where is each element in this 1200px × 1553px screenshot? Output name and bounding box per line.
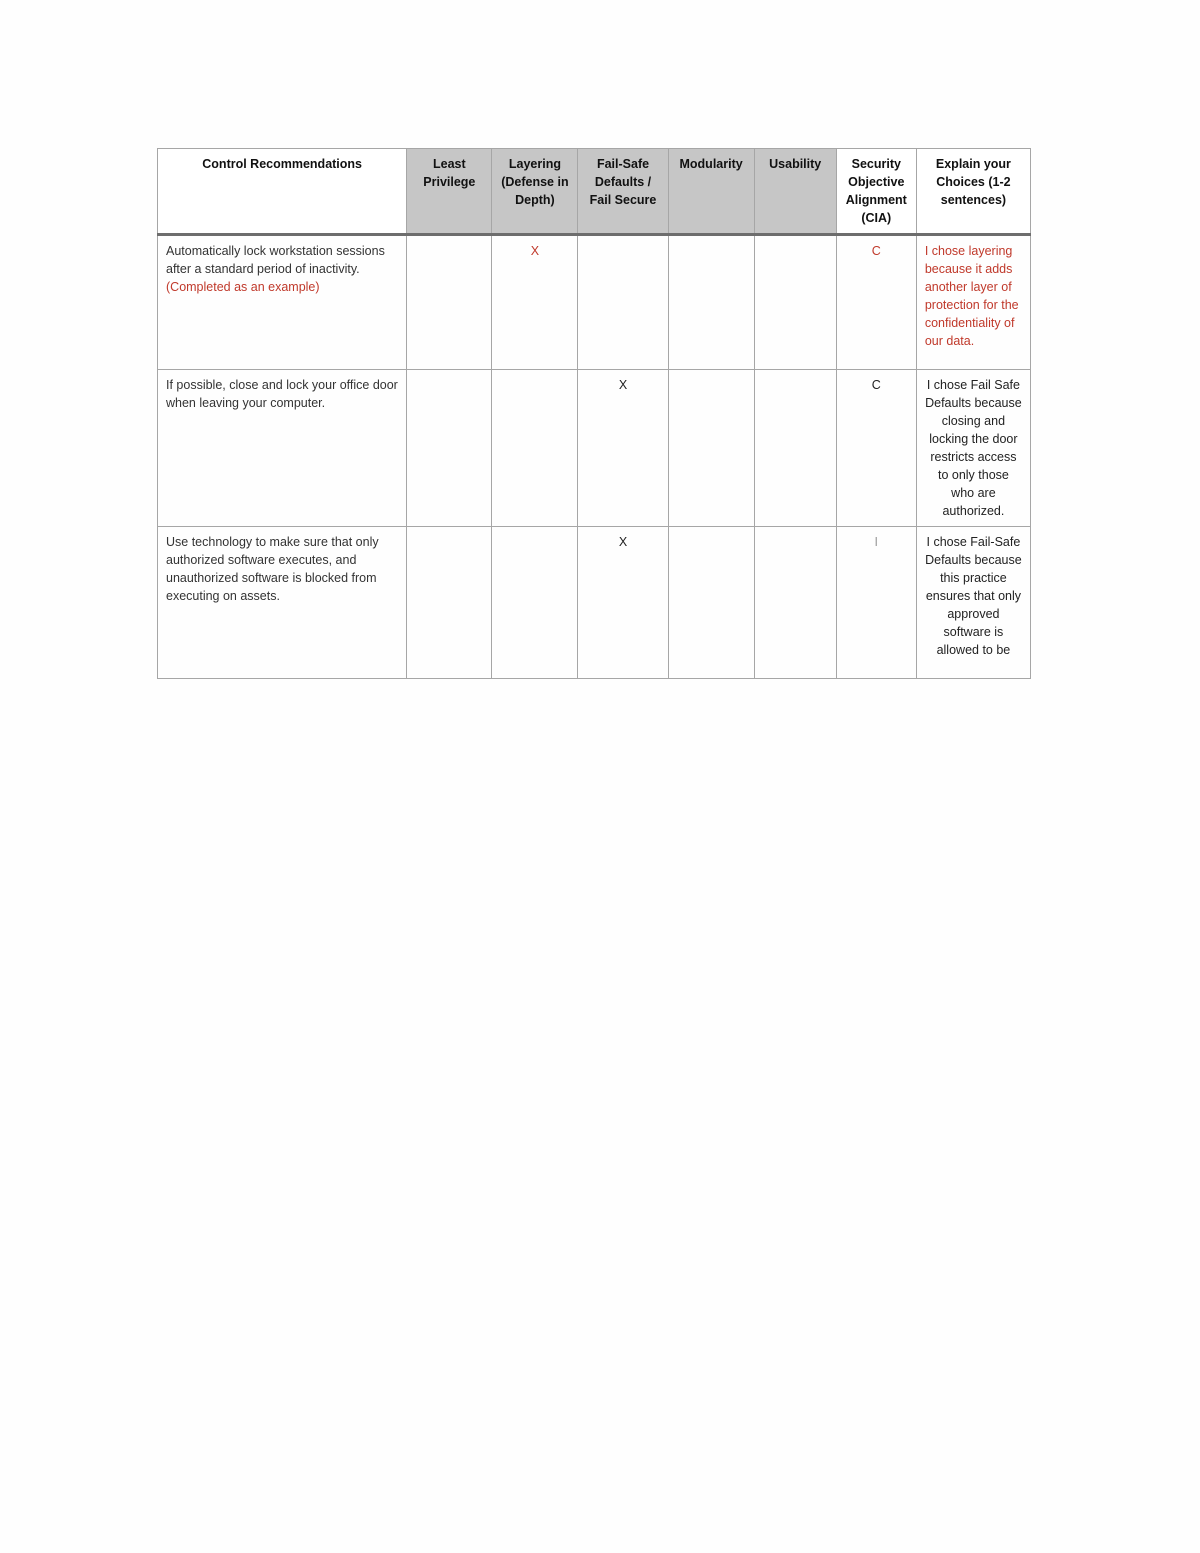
table-row bbox=[158, 370, 1031, 527]
table-row bbox=[158, 235, 1031, 370]
header-least-privilege: Least Privilege bbox=[407, 149, 492, 235]
fail-safe-cell: X bbox=[578, 370, 668, 527]
usability-cell bbox=[754, 370, 836, 527]
recommendation-cell: If possible, close and lock your office door when leaving your computer. bbox=[158, 370, 407, 527]
explanation-cell: I chose Fail-Safe Defaults because this practice ensures that only approved software is allowed to be bbox=[916, 527, 1030, 679]
layering-cell: X bbox=[492, 235, 578, 370]
header-explain: Explain your Choices (1-2 sentences) bbox=[916, 149, 1030, 235]
example-note: (Completed as an example) bbox=[166, 280, 320, 294]
header-modularity: Modularity bbox=[668, 149, 754, 235]
header-security-objective: Security Objective Alignment (CIA) bbox=[836, 149, 916, 235]
modularity-cell bbox=[668, 527, 754, 679]
cia-cell: C bbox=[836, 235, 916, 370]
least-privilege-cell bbox=[407, 527, 492, 679]
layering-cell bbox=[492, 370, 578, 527]
cia-cell: C bbox=[836, 370, 916, 527]
header-layering: Layering (Defense in Depth) bbox=[492, 149, 578, 235]
least-privilege-cell bbox=[407, 370, 492, 527]
usability-cell bbox=[754, 235, 836, 370]
controls-table bbox=[157, 148, 1031, 679]
fail-safe-cell bbox=[578, 235, 668, 370]
cia-cell: I bbox=[836, 527, 916, 679]
layering-cell bbox=[492, 527, 578, 679]
table-header-row bbox=[158, 149, 1031, 235]
modularity-cell bbox=[668, 235, 754, 370]
recommendation-text: Automatically lock workstation sessions after a standard period of inactivity. bbox=[166, 244, 385, 276]
header-control-recommendations: Control Recommendations bbox=[158, 149, 407, 235]
explanation-cell: I chose Fail Safe Defaults because closing and locking the door restricts access to only those who are authorized. bbox=[916, 370, 1030, 527]
table-row bbox=[158, 527, 1031, 679]
least-privilege-cell bbox=[407, 235, 492, 370]
header-fail-safe: Fail-Safe Defaults / Fail Secure bbox=[578, 149, 668, 235]
header-usability: Usability bbox=[754, 149, 836, 235]
explanation-cell: I chose layering because it adds another layer of protection for the confidentiality of our data. bbox=[916, 235, 1030, 370]
recommendation-cell: Use technology to make sure that only authorized software executes, and unauthorized software is blocked from executing on assets. bbox=[158, 527, 407, 679]
fail-safe-cell: X bbox=[578, 527, 668, 679]
usability-cell bbox=[754, 527, 836, 679]
modularity-cell bbox=[668, 370, 754, 527]
recommendation-cell bbox=[158, 235, 407, 370]
